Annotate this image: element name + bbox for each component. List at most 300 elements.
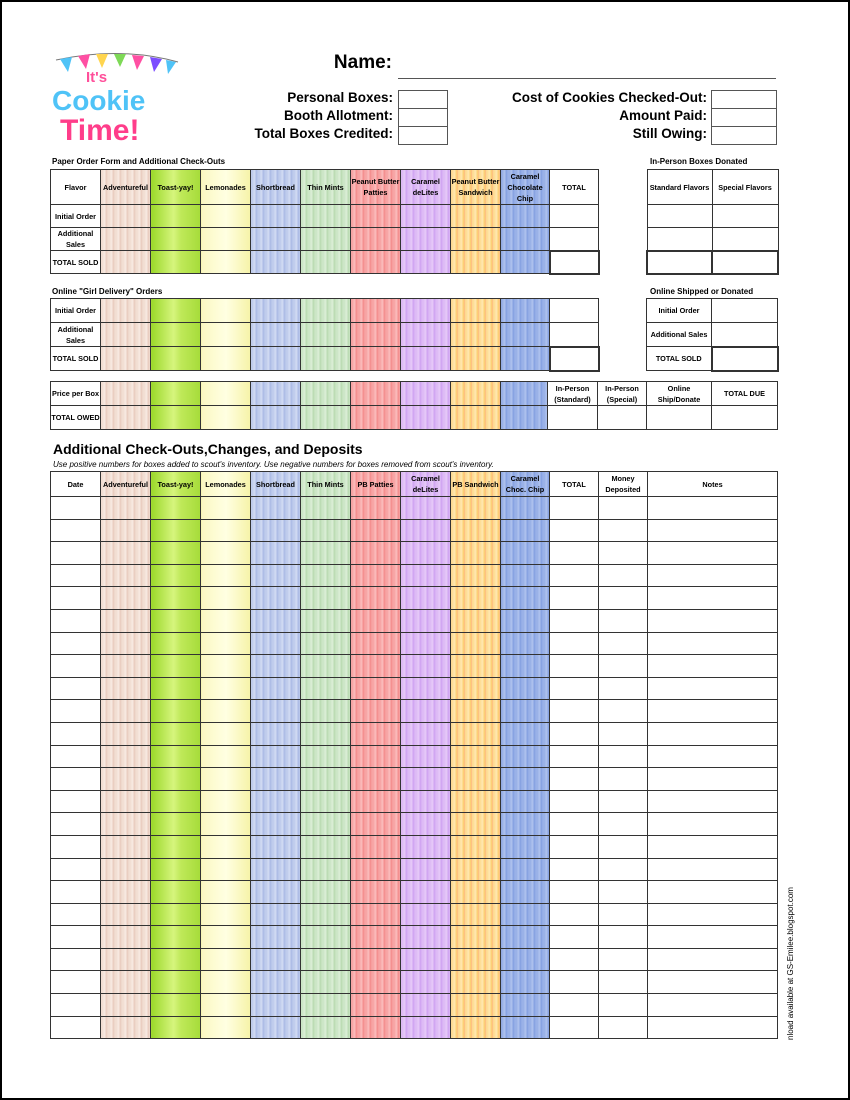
- input-cell[interactable]: [151, 926, 201, 949]
- input-cell[interactable]: [201, 609, 251, 632]
- input-cell[interactable]: [151, 835, 201, 858]
- input-cell[interactable]: [151, 632, 201, 655]
- input-cell[interactable]: [401, 632, 451, 655]
- input-cell[interactable]: [599, 722, 648, 745]
- input-cell[interactable]: [599, 768, 648, 791]
- input-cell[interactable]: [599, 926, 648, 949]
- input-cell[interactable]: [51, 881, 101, 904]
- input-cell[interactable]: [151, 519, 201, 542]
- input-cell[interactable]: [351, 948, 401, 971]
- input-cell[interactable]: [301, 632, 351, 655]
- input-cell[interactable]: [201, 632, 251, 655]
- input-cell[interactable]: [251, 205, 301, 228]
- input-cell[interactable]: [251, 251, 301, 274]
- input-cell[interactable]: [301, 768, 351, 791]
- input-cell[interactable]: [251, 835, 301, 858]
- input-cell[interactable]: [51, 768, 101, 791]
- input-cell[interactable]: [201, 813, 251, 836]
- input-cell[interactable]: [101, 655, 151, 678]
- input-cell[interactable]: [712, 406, 778, 430]
- input-cell[interactable]: [451, 835, 501, 858]
- input-cell[interactable]: [501, 347, 550, 371]
- input-cell[interactable]: [251, 632, 301, 655]
- input-cell[interactable]: [501, 926, 550, 949]
- input-cell[interactable]: [351, 994, 401, 1017]
- input-cell[interactable]: [501, 1016, 550, 1039]
- input-cell[interactable]: [101, 994, 151, 1017]
- input-cell[interactable]: [501, 700, 550, 723]
- input-cell[interactable]: [401, 406, 451, 430]
- input-cell[interactable]: [401, 228, 451, 251]
- input-cell[interactable]: [51, 700, 101, 723]
- input-cell[interactable]: [151, 251, 201, 274]
- input-cell[interactable]: [550, 587, 599, 610]
- input-cell[interactable]: [451, 609, 501, 632]
- input-cell[interactable]: [251, 323, 301, 347]
- input-cell[interactable]: [501, 205, 550, 228]
- input-cell[interactable]: [301, 497, 351, 520]
- input-cell[interactable]: [301, 299, 351, 323]
- input-cell[interactable]: [251, 587, 301, 610]
- input-cell[interactable]: [401, 382, 451, 406]
- input-cell[interactable]: [201, 406, 251, 430]
- input-cell[interactable]: [648, 609, 778, 632]
- input-cell[interactable]: [599, 632, 648, 655]
- input-cell[interactable]: [101, 926, 151, 949]
- input-cell[interactable]: [301, 903, 351, 926]
- input-cell[interactable]: [451, 542, 501, 565]
- input-cell[interactable]: [351, 228, 401, 251]
- input-cell[interactable]: [201, 564, 251, 587]
- input-cell[interactable]: [151, 881, 201, 904]
- input-cell[interactable]: [151, 228, 201, 251]
- input-cell[interactable]: [501, 813, 550, 836]
- input-cell[interactable]: [451, 700, 501, 723]
- input-cell[interactable]: [301, 948, 351, 971]
- input-cell[interactable]: [647, 228, 712, 251]
- input-cell[interactable]: [101, 632, 151, 655]
- input-cell[interactable]: [599, 971, 648, 994]
- input-cell[interactable]: [351, 655, 401, 678]
- input-cell[interactable]: [550, 858, 599, 881]
- personal-boxes-field[interactable]: [398, 90, 448, 109]
- input-cell[interactable]: [151, 813, 201, 836]
- input-cell[interactable]: [451, 768, 501, 791]
- input-cell[interactable]: [101, 835, 151, 858]
- input-cell[interactable]: [251, 903, 301, 926]
- input-cell[interactable]: [101, 903, 151, 926]
- input-cell[interactable]: [251, 948, 301, 971]
- input-cell[interactable]: [648, 677, 778, 700]
- input-cell[interactable]: [451, 564, 501, 587]
- input-cell[interactable]: [51, 948, 101, 971]
- input-cell[interactable]: [451, 323, 501, 347]
- input-cell[interactable]: [550, 790, 599, 813]
- input-cell[interactable]: [251, 228, 301, 251]
- input-cell[interactable]: [599, 745, 648, 768]
- input-cell[interactable]: [101, 251, 151, 274]
- input-cell[interactable]: [351, 587, 401, 610]
- input-cell[interactable]: [648, 994, 778, 1017]
- input-cell[interactable]: [151, 542, 201, 565]
- input-cell[interactable]: [151, 587, 201, 610]
- input-cell[interactable]: [501, 382, 548, 406]
- input-cell[interactable]: [648, 564, 778, 587]
- input-cell[interactable]: [201, 519, 251, 542]
- input-cell[interactable]: [351, 926, 401, 949]
- input-cell[interactable]: [598, 406, 647, 430]
- input-cell[interactable]: [51, 632, 101, 655]
- input-cell[interactable]: [501, 299, 550, 323]
- input-cell[interactable]: [51, 587, 101, 610]
- input-cell[interactable]: [301, 926, 351, 949]
- input-cell[interactable]: [451, 971, 501, 994]
- input-cell[interactable]: [647, 406, 712, 430]
- input-cell[interactable]: [101, 228, 151, 251]
- input-cell[interactable]: [301, 700, 351, 723]
- input-cell[interactable]: [251, 406, 301, 430]
- input-cell[interactable]: [101, 519, 151, 542]
- input-cell[interactable]: [301, 745, 351, 768]
- input-cell[interactable]: [648, 542, 778, 565]
- input-cell[interactable]: [251, 609, 301, 632]
- input-cell[interactable]: [301, 564, 351, 587]
- input-cell[interactable]: [501, 994, 550, 1017]
- input-cell[interactable]: [501, 519, 550, 542]
- input-cell[interactable]: [712, 347, 778, 371]
- input-cell[interactable]: [501, 406, 548, 430]
- input-cell[interactable]: [201, 655, 251, 678]
- input-cell[interactable]: [101, 497, 151, 520]
- input-cell[interactable]: [599, 835, 648, 858]
- input-cell[interactable]: [101, 542, 151, 565]
- input-cell[interactable]: [351, 677, 401, 700]
- input-cell[interactable]: [451, 903, 501, 926]
- input-cell[interactable]: [599, 587, 648, 610]
- input-cell[interactable]: [712, 228, 778, 251]
- input-cell[interactable]: [501, 251, 550, 274]
- input-cell[interactable]: [550, 564, 599, 587]
- input-cell[interactable]: [501, 677, 550, 700]
- input-cell[interactable]: [251, 790, 301, 813]
- input-cell[interactable]: [151, 564, 201, 587]
- input-cell[interactable]: [101, 323, 151, 347]
- input-cell[interactable]: [451, 632, 501, 655]
- input-cell[interactable]: [151, 406, 201, 430]
- input-cell[interactable]: [251, 858, 301, 881]
- input-cell[interactable]: [151, 903, 201, 926]
- input-cell[interactable]: [451, 587, 501, 610]
- input-cell[interactable]: [201, 835, 251, 858]
- input-cell[interactable]: [550, 251, 599, 274]
- input-cell[interactable]: [101, 299, 151, 323]
- input-cell[interactable]: [550, 722, 599, 745]
- input-cell[interactable]: [401, 768, 451, 791]
- input-cell[interactable]: [501, 632, 550, 655]
- input-cell[interactable]: [251, 722, 301, 745]
- input-cell[interactable]: [101, 564, 151, 587]
- input-cell[interactable]: [401, 655, 451, 678]
- input-cell[interactable]: [301, 519, 351, 542]
- input-cell[interactable]: [550, 1016, 599, 1039]
- input-cell[interactable]: [401, 205, 451, 228]
- input-cell[interactable]: [51, 677, 101, 700]
- input-cell[interactable]: [501, 564, 550, 587]
- input-cell[interactable]: [301, 1016, 351, 1039]
- input-cell[interactable]: [151, 382, 201, 406]
- input-cell[interactable]: [401, 251, 451, 274]
- input-cell[interactable]: [251, 299, 301, 323]
- input-cell[interactable]: [351, 564, 401, 587]
- input-cell[interactable]: [599, 813, 648, 836]
- input-cell[interactable]: [301, 542, 351, 565]
- input-cell[interactable]: [201, 382, 251, 406]
- input-cell[interactable]: [550, 347, 599, 371]
- input-cell[interactable]: [550, 497, 599, 520]
- input-cell[interactable]: [648, 881, 778, 904]
- input-cell[interactable]: [201, 994, 251, 1017]
- input-cell[interactable]: [451, 655, 501, 678]
- input-cell[interactable]: [451, 347, 501, 371]
- input-cell[interactable]: [550, 609, 599, 632]
- input-cell[interactable]: [451, 858, 501, 881]
- input-cell[interactable]: [351, 745, 401, 768]
- input-cell[interactable]: [101, 790, 151, 813]
- input-cell[interactable]: [550, 228, 599, 251]
- input-cell[interactable]: [401, 858, 451, 881]
- input-cell[interactable]: [451, 406, 501, 430]
- input-cell[interactable]: [151, 655, 201, 678]
- input-cell[interactable]: [451, 926, 501, 949]
- input-cell[interactable]: [550, 971, 599, 994]
- input-cell[interactable]: [351, 813, 401, 836]
- input-cell[interactable]: [550, 677, 599, 700]
- input-cell[interactable]: [712, 251, 778, 274]
- input-cell[interactable]: [401, 519, 451, 542]
- input-cell[interactable]: [301, 228, 351, 251]
- input-cell[interactable]: [451, 497, 501, 520]
- input-cell[interactable]: [301, 813, 351, 836]
- input-cell[interactable]: [301, 881, 351, 904]
- input-cell[interactable]: [301, 858, 351, 881]
- input-cell[interactable]: [201, 722, 251, 745]
- input-cell[interactable]: [101, 406, 151, 430]
- input-cell[interactable]: [550, 813, 599, 836]
- input-cell[interactable]: [501, 768, 550, 791]
- input-cell[interactable]: [101, 700, 151, 723]
- input-cell[interactable]: [51, 609, 101, 632]
- input-cell[interactable]: [101, 1016, 151, 1039]
- input-cell[interactable]: [101, 858, 151, 881]
- input-cell[interactable]: [201, 700, 251, 723]
- input-cell[interactable]: [599, 609, 648, 632]
- input-cell[interactable]: [401, 677, 451, 700]
- input-cell[interactable]: [51, 745, 101, 768]
- input-cell[interactable]: [401, 542, 451, 565]
- input-cell[interactable]: [151, 609, 201, 632]
- input-cell[interactable]: [251, 745, 301, 768]
- input-cell[interactable]: [351, 347, 401, 371]
- input-cell[interactable]: [599, 519, 648, 542]
- input-cell[interactable]: [351, 768, 401, 791]
- input-cell[interactable]: [451, 677, 501, 700]
- input-cell[interactable]: [251, 926, 301, 949]
- input-cell[interactable]: [301, 587, 351, 610]
- input-cell[interactable]: [201, 347, 251, 371]
- input-cell[interactable]: [599, 700, 648, 723]
- input-cell[interactable]: [550, 745, 599, 768]
- input-cell[interactable]: [151, 700, 201, 723]
- input-cell[interactable]: [599, 542, 648, 565]
- input-cell[interactable]: [151, 768, 201, 791]
- input-cell[interactable]: [401, 835, 451, 858]
- input-cell[interactable]: [550, 299, 599, 323]
- input-cell[interactable]: [401, 881, 451, 904]
- input-cell[interactable]: [599, 881, 648, 904]
- input-cell[interactable]: [301, 205, 351, 228]
- input-cell[interactable]: [501, 323, 550, 347]
- input-cell[interactable]: [201, 542, 251, 565]
- booth-allotment-field[interactable]: [398, 108, 448, 127]
- input-cell[interactable]: [599, 994, 648, 1017]
- input-cell[interactable]: [301, 347, 351, 371]
- input-cell[interactable]: [401, 994, 451, 1017]
- input-cell[interactable]: [648, 790, 778, 813]
- input-cell[interactable]: [648, 745, 778, 768]
- input-cell[interactable]: [101, 382, 151, 406]
- input-cell[interactable]: [550, 881, 599, 904]
- input-cell[interactable]: [101, 677, 151, 700]
- input-cell[interactable]: [201, 858, 251, 881]
- input-cell[interactable]: [351, 497, 401, 520]
- input-cell[interactable]: [599, 858, 648, 881]
- input-cell[interactable]: [501, 790, 550, 813]
- input-cell[interactable]: [351, 299, 401, 323]
- input-cell[interactable]: [151, 971, 201, 994]
- input-cell[interactable]: [712, 299, 778, 323]
- input-cell[interactable]: [201, 228, 251, 251]
- input-cell[interactable]: [301, 323, 351, 347]
- input-cell[interactable]: [51, 542, 101, 565]
- input-cell[interactable]: [550, 323, 599, 347]
- input-cell[interactable]: [501, 497, 550, 520]
- input-cell[interactable]: [401, 587, 451, 610]
- input-cell[interactable]: [151, 745, 201, 768]
- input-cell[interactable]: [301, 722, 351, 745]
- input-cell[interactable]: [401, 745, 451, 768]
- input-cell[interactable]: [301, 382, 351, 406]
- input-cell[interactable]: [401, 926, 451, 949]
- input-cell[interactable]: [251, 813, 301, 836]
- input-cell[interactable]: [101, 768, 151, 791]
- input-cell[interactable]: [301, 677, 351, 700]
- input-cell[interactable]: [151, 299, 201, 323]
- input-cell[interactable]: [648, 768, 778, 791]
- input-cell[interactable]: [201, 677, 251, 700]
- input-cell[interactable]: [501, 228, 550, 251]
- input-cell[interactable]: [401, 700, 451, 723]
- input-cell[interactable]: [351, 251, 401, 274]
- input-cell[interactable]: [451, 519, 501, 542]
- input-cell[interactable]: [151, 677, 201, 700]
- input-cell[interactable]: [401, 299, 451, 323]
- input-cell[interactable]: [351, 323, 401, 347]
- input-cell[interactable]: [51, 722, 101, 745]
- input-cell[interactable]: [401, 722, 451, 745]
- input-cell[interactable]: [251, 347, 301, 371]
- input-cell[interactable]: [51, 655, 101, 678]
- input-cell[interactable]: [550, 542, 599, 565]
- input-cell[interactable]: [251, 382, 301, 406]
- input-cell[interactable]: [351, 519, 401, 542]
- input-cell[interactable]: [501, 903, 550, 926]
- input-cell[interactable]: [648, 858, 778, 881]
- input-cell[interactable]: [501, 881, 550, 904]
- input-cell[interactable]: [351, 858, 401, 881]
- input-cell[interactable]: [201, 497, 251, 520]
- input-cell[interactable]: [550, 903, 599, 926]
- input-cell[interactable]: [151, 790, 201, 813]
- input-cell[interactable]: [101, 745, 151, 768]
- input-cell[interactable]: [201, 903, 251, 926]
- input-cell[interactable]: [401, 497, 451, 520]
- input-cell[interactable]: [599, 677, 648, 700]
- input-cell[interactable]: [550, 835, 599, 858]
- input-cell[interactable]: [301, 971, 351, 994]
- input-cell[interactable]: [648, 1016, 778, 1039]
- amount-paid-field[interactable]: [711, 108, 777, 127]
- input-cell[interactable]: [201, 1016, 251, 1039]
- input-cell[interactable]: [251, 768, 301, 791]
- input-cell[interactable]: [51, 519, 101, 542]
- input-cell[interactable]: [251, 971, 301, 994]
- input-cell[interactable]: [648, 497, 778, 520]
- input-cell[interactable]: [501, 655, 550, 678]
- input-cell[interactable]: [648, 926, 778, 949]
- input-cell[interactable]: [451, 205, 501, 228]
- input-cell[interactable]: [151, 205, 201, 228]
- input-cell[interactable]: [51, 813, 101, 836]
- name-field[interactable]: [398, 78, 776, 79]
- input-cell[interactable]: [599, 903, 648, 926]
- input-cell[interactable]: [251, 677, 301, 700]
- input-cell[interactable]: [151, 323, 201, 347]
- input-cell[interactable]: [151, 347, 201, 371]
- input-cell[interactable]: [648, 587, 778, 610]
- input-cell[interactable]: [251, 564, 301, 587]
- input-cell[interactable]: [548, 406, 598, 430]
- input-cell[interactable]: [351, 632, 401, 655]
- input-cell[interactable]: [251, 1016, 301, 1039]
- input-cell[interactable]: [251, 519, 301, 542]
- input-cell[interactable]: [51, 835, 101, 858]
- input-cell[interactable]: [501, 971, 550, 994]
- input-cell[interactable]: [51, 971, 101, 994]
- input-cell[interactable]: [401, 903, 451, 926]
- cost-checked-out-field[interactable]: [711, 90, 777, 109]
- input-cell[interactable]: [101, 609, 151, 632]
- input-cell[interactable]: [599, 1016, 648, 1039]
- input-cell[interactable]: [51, 903, 101, 926]
- input-cell[interactable]: [451, 251, 501, 274]
- input-cell[interactable]: [51, 926, 101, 949]
- input-cell[interactable]: [351, 790, 401, 813]
- input-cell[interactable]: [501, 745, 550, 768]
- input-cell[interactable]: [550, 655, 599, 678]
- input-cell[interactable]: [451, 1016, 501, 1039]
- input-cell[interactable]: [451, 299, 501, 323]
- input-cell[interactable]: [251, 994, 301, 1017]
